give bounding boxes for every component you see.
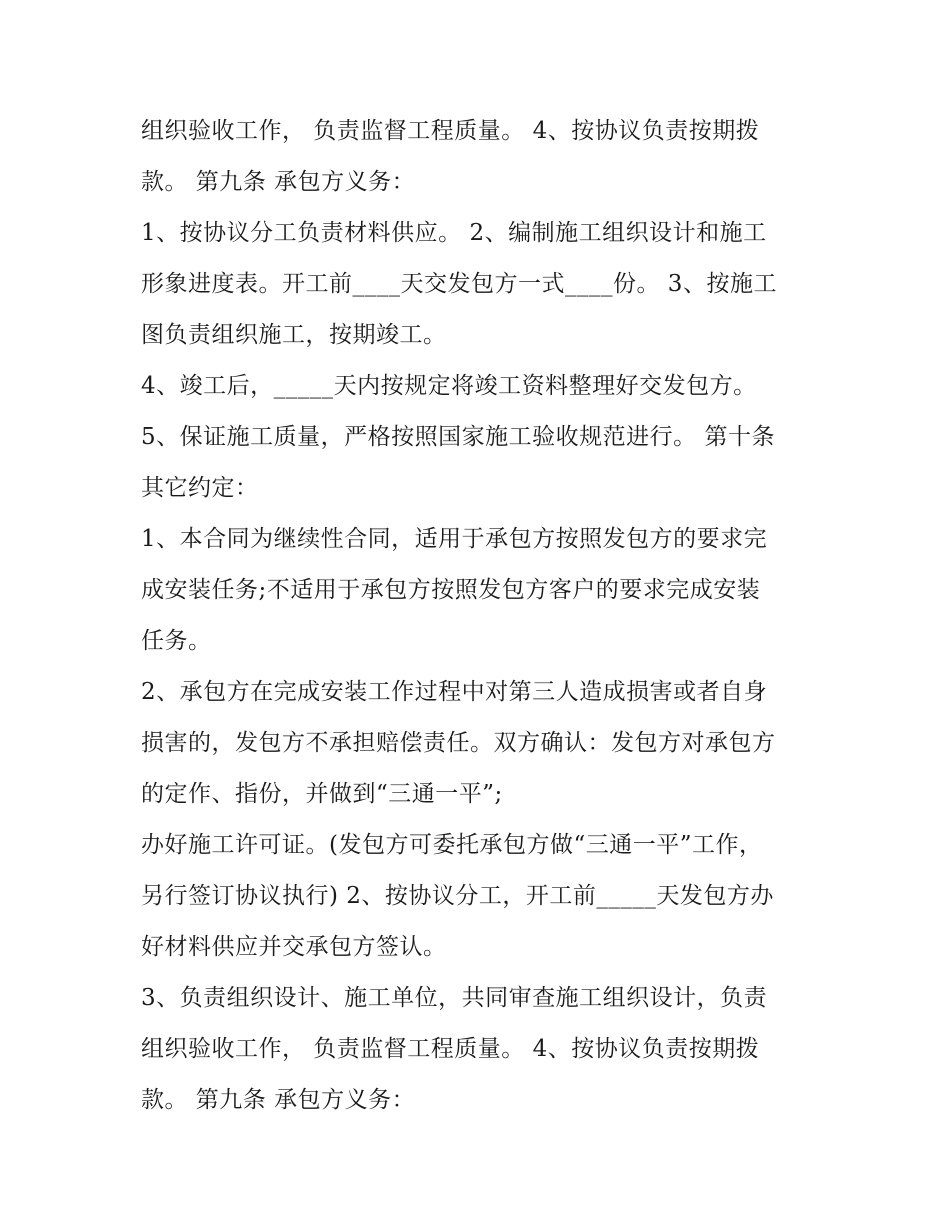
text-line: 的定作、指份，并做到“三通一平”;: [141, 781, 503, 807]
text-line: 1、本合同为继续性合同，适用于承包方按照发包方的要求完: [141, 526, 768, 552]
text-line: 图负责组织施工，按期竣工。: [141, 322, 447, 348]
text-line: 3、负责组织设计、施工单位，共同审查施工组织设计，负责: [141, 985, 768, 1011]
contract-text: [141, 106, 821, 1126]
text-line: 5、保证施工质量，严格按照国家施工验收规范进行。 第十条: [141, 424, 775, 450]
text-line: 2、承包方在完成安装工作过程中对第三人造成损害或者自身: [141, 679, 768, 705]
text-line: 款。 第九条 承包方义务：: [141, 1087, 416, 1113]
text-line: 4、竣工后，_____天内按规定将竣工资料整理好交发包方。: [141, 373, 757, 399]
text-line: 1、按协议分工负责材料供应。 2、编制施工组织设计和施工: [141, 220, 767, 246]
text-line: 另行签订协议执行) 2、按协议分工，开工前_____天发包方办: [141, 883, 774, 909]
text-line: 任务。: [141, 628, 212, 654]
text-line: 其它约定：: [141, 475, 259, 501]
text-line: 办好施工许可证。(发包方可委托承包方做“三通一平”工作，: [141, 832, 763, 858]
text-line: 款。 第九条 承包方义务：: [141, 169, 416, 195]
text-line: 成安装任务;不适用于承包方按照发包方客户的要求完成安装: [141, 577, 761, 603]
text-line: 组织验收工作， 负责监督工程质量。 4、按协议负责按期拨: [141, 1036, 760, 1062]
text-line: 损害的，发包方不承担赔偿责任。双方确认：发包方对承包方: [141, 730, 776, 756]
text-line: 组织验收工作， 负责监督工程质量。 4、按协议负责按期拨: [141, 118, 760, 144]
text-line: 形象进度表。开工前____天交发包方一式____份。 3、按施工: [141, 271, 777, 297]
text-line: 好材料供应并交承包方签认。: [141, 934, 447, 960]
